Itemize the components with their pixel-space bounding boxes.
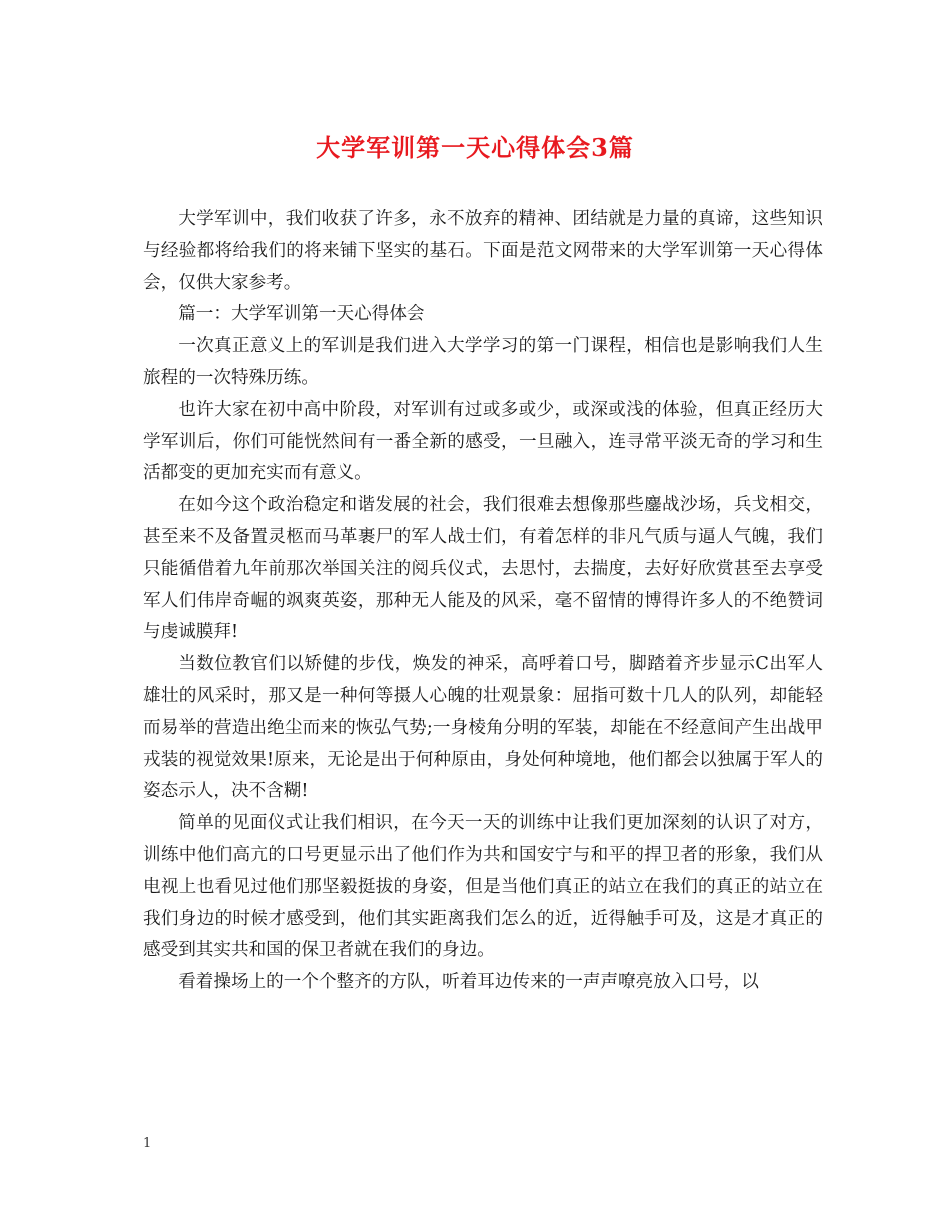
paragraph-section-heading: 篇一：大学军训第一天心得体会 bbox=[178, 304, 425, 325]
paragraph: 一次真正意义上的军训是我们进入大学学习的第一门课程，相信也是影响我们人生旅程的一次特殊历练。 bbox=[143, 336, 823, 388]
paragraph: 当数位教官们以矫健的步伐，焕发的神采，高呼着口号，脚踏着齐步显示C出军人雄壮的风采时，那又是一种何等摄人心魄的壮观景象：屈指可数十几人的队列，却能轻而易举的营造出绝尘而来的恢弘气势;一身棱角分明的军装，却能在不经意间产生出战甲戎装的视觉效果!原来，无论是出于何种原由，身处何种境地，他们都会以独属于军人的姿态示人，决不含糊! bbox=[143, 654, 823, 802]
paragraph-intro: 大学军训中，我们收获了许多，永不放弃的精神、团结就是力量的真谛，这些知识与经验都将给我们的将来铺下坚实的基石。下面是范文网带来的大学军训第一天心得体会，仅供大家参考。 bbox=[143, 209, 823, 293]
paragraph: 看着操场上的一个个整齐的方队，听着耳边传来的一声声嘹亮放入口号，以 bbox=[178, 972, 759, 993]
page-number: 1 bbox=[143, 1136, 152, 1151]
document-title: 大学军训第一天心得体会3篇 bbox=[316, 133, 634, 162]
document-body bbox=[143, 204, 823, 999]
paragraph: 简单的见面仪式让我们相识，在今天一天的训练中让我们更加深刻的认识了对方，训练中他们高亢的口号更显示出了他们作为共和国安宁与和平的捍卫者的形象，我们从电视上也看见过他们那坚毅挺拔的身姿，但是当他们真正的站立在我们的真正的站立在我们身边的时候才感受到，他们其实距离我们怎么的近，近得触手可及，这是才真正的感受到其实共和国的保卫者就在我们的身边。 bbox=[143, 813, 823, 961]
paragraph: 也许大家在初中高中阶段，对军训有过或多或少，或深或浅的体验，但真正经历大学军训后，你们可能恍然间有一番全新的感受，一旦融入，连寻常平淡无奇的学习和生活都变的更加充实而有意义。 bbox=[143, 399, 823, 484]
paragraph: 在如今这个政治稳定和谐发展的社会，我们很难去想像那些鏖战沙场，兵戈相交，甚至来不及备置灵柩而马革裹尸的军人战士们，有着怎样的非凡气质与逼人气魄，我们只能循借着九年前那次举国关注的阅兵仪式，去思忖，去揣度，去好好欣赏甚至去享受军人们伟岸奇崛的飒爽英姿，那种无人能及的风采，毫不留情的博得许多人的不绝赞词与虔诚膜拜! bbox=[143, 495, 823, 643]
